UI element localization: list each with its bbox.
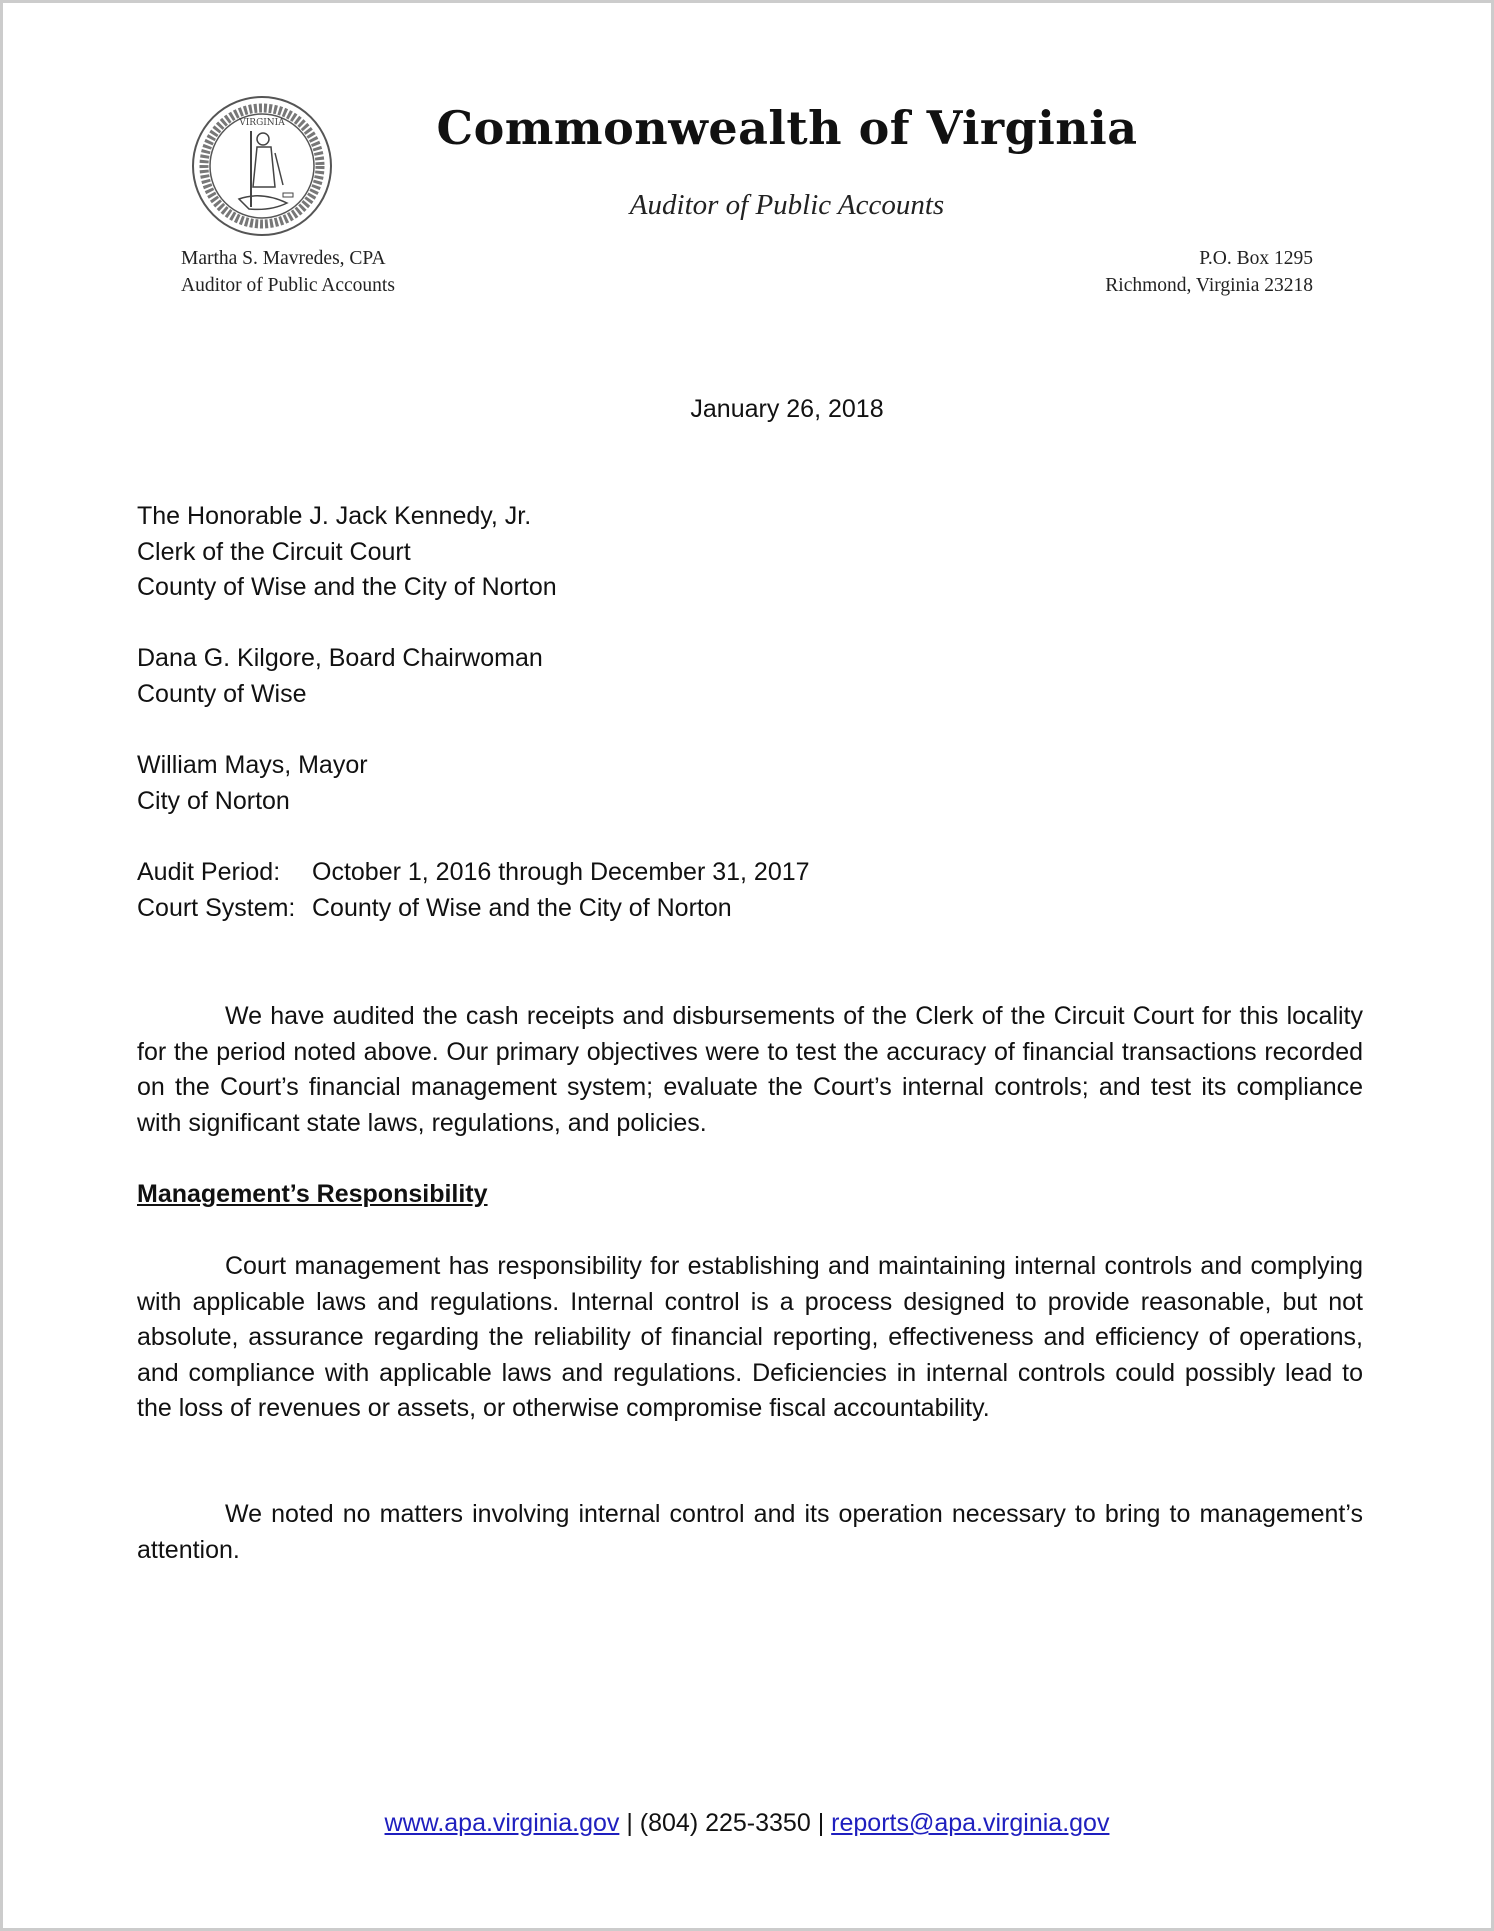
audit-period-value: October 1, 2016 through December 31, 2017 (312, 858, 810, 886)
addressee-line: The Honorable J. Jack Kennedy, Jr. (137, 502, 532, 530)
svg-text:VIRGINIA: VIRGINIA (239, 118, 285, 128)
footer-separator: | (817, 1809, 825, 1837)
addressee-block-2 (137, 641, 1363, 712)
footer-contact (3, 1809, 1491, 1838)
addressee-block-3 (137, 748, 1363, 819)
letterhead-title: Commonwealth of Virginia (436, 101, 1138, 155)
footer-separator: | (626, 1809, 633, 1837)
letter-date: January 26, 2018 (690, 395, 884, 423)
court-system-row (137, 891, 1363, 927)
audit-period-label: Audit Period: (137, 858, 281, 886)
document-page (3, 3, 1491, 1928)
responsibility-paragraph: Court management has responsibility for establishing and maintaining internal controls and complying with applicable laws and regulations. Internal control is a process designed to provide reasonable, but not absolute, assurance regarding the reliability of financial reporting, effectiveness and efficiency of operations, and compliance with applicable laws and regulations. Deficiencies in internal controls could possibly lead to the loss of revenues or assets, or otherwise compromise fiscal accountability. (137, 1252, 1363, 1422)
po-box: P.O. Box 1295 (1199, 248, 1313, 269)
auditor-name-block (181, 245, 395, 299)
conclusion-paragraph: We noted no matters involving internal control and its operation necessary to bring to management’s attention. (137, 1500, 1363, 1564)
mailing-address-block (1105, 245, 1313, 299)
phone-number: (804) 225-3350 (639, 1809, 811, 1837)
email-link[interactable]: reports@apa.virginia.gov (831, 1809, 1110, 1837)
court-system-label: Court System: (137, 893, 296, 922)
intro-paragraph: We have audited the cash receipts and disbursements of the Clerk of the Circuit Court for this locality for the period noted above. Our primary objectives were to test the accuracy of financial transactions recorded on the Court’s financial management system; evaluate the Court’s internal controls; and test its compliance with significant state laws, regulations, and policies. (137, 1002, 1363, 1137)
auditor-name: Martha S. Mavredes, CPA (181, 248, 386, 269)
letterhead-subtitle: Auditor of Public Accounts (629, 189, 945, 221)
addressee-block-1 (137, 499, 1363, 606)
addressee-line: William Mays, Mayor (137, 751, 368, 779)
court-system-value: County of Wise and the City of Norton (312, 893, 732, 922)
addressee-line: County of Wise (137, 679, 307, 708)
auditor-title: Auditor of Public Accounts (181, 275, 395, 296)
addressee-line: County of Wise and the City of Norton (137, 573, 557, 601)
section-heading: Management’s Responsibility (137, 1180, 488, 1208)
city-state-zip: Richmond, Virginia 23218 (1105, 275, 1313, 296)
addressee-line: Clerk of the Circuit Court (137, 537, 411, 566)
audit-period-row (137, 855, 1363, 891)
audit-info-block (137, 855, 1363, 926)
addressee-line: City of Norton (137, 786, 290, 815)
addressee-line: Dana G. Kilgore, Board Chairwoman (137, 644, 543, 672)
website-link[interactable]: www.apa.virginia.gov (384, 1809, 620, 1837)
